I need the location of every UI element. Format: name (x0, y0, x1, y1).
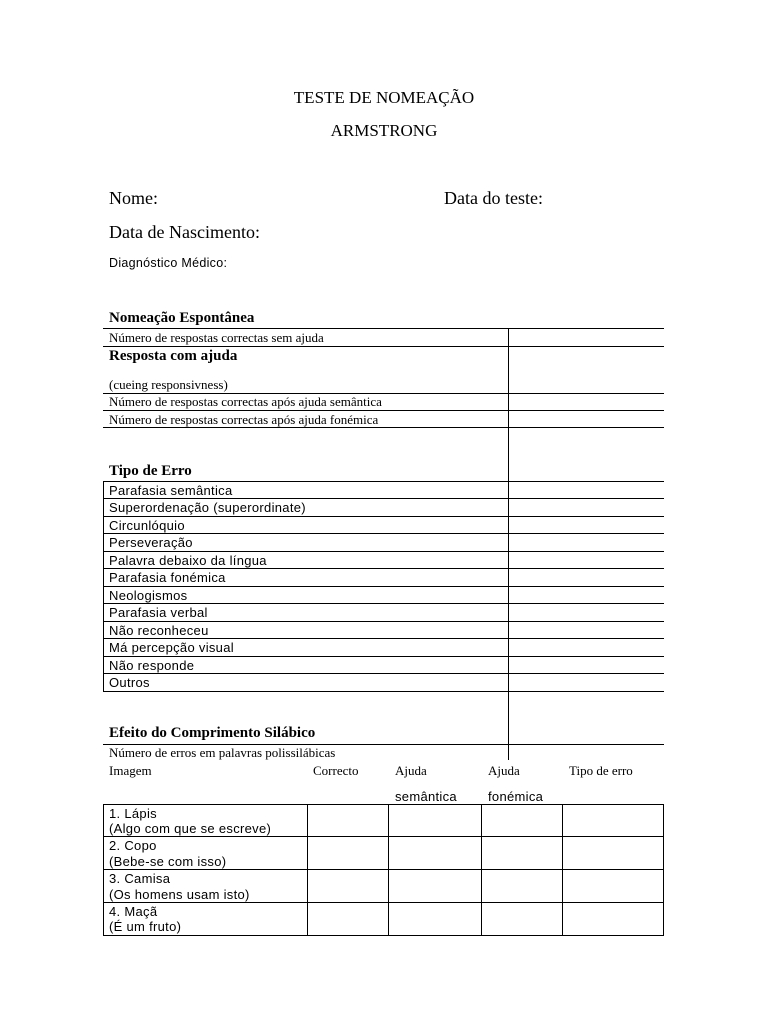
error-item: Má percepção visual (109, 640, 234, 655)
error-item: Palavra debaixo da língua (109, 553, 267, 568)
spontaneous-row-1: Número de respostas correctas sem ajuda (109, 330, 324, 345)
cued-subheading: (cueing responsivness) (109, 377, 228, 392)
col-correct: Correcto (313, 763, 359, 778)
col-image: Imagem (109, 763, 152, 778)
item-cue: (É um fruto) (109, 919, 182, 934)
error-item: Não reconheceu (109, 623, 209, 638)
col-phonemic-1: Ajuda (488, 763, 520, 778)
col-error-type: Tipo de erro (569, 763, 633, 778)
error-item: Superordenação (superordinate) (109, 500, 306, 515)
title-line-1: TESTE DE NOMEAÇÃO (293, 88, 475, 107)
cued-heading: Resposta com ajuda (109, 348, 238, 364)
item-word: 3. Camisa (109, 871, 171, 886)
item-word: 4. Maçã (109, 904, 158, 919)
spontaneous-heading: Nomeação Espontânea (109, 310, 255, 326)
error-type-heading: Tipo de Erro (109, 463, 192, 479)
error-item: Parafasia verbal (109, 605, 208, 620)
item-word: 2. Copo (109, 838, 157, 853)
error-item: Circunlóquio (109, 518, 185, 533)
col-semantic-1: Ajuda (395, 763, 427, 778)
syllabic-heading: Efeito do Comprimento Silábico (109, 725, 316, 741)
birth-date-label: Data de Nascimento: (109, 222, 260, 242)
cued-row-1: Número de respostas correctas após ajuda semântica (109, 394, 382, 409)
error-item: Neologismos (109, 588, 188, 603)
item-cue: (Bebe-se com isso) (109, 854, 227, 869)
cued-row-2: Número de respostas correctas após ajuda fonémica (109, 412, 379, 427)
col-phonemic-2: fonémica (488, 789, 544, 804)
item-cue: (Algo com que se escreve) (109, 821, 272, 836)
error-item: Parafasia fonémica (109, 570, 226, 585)
diagnosis-label: Diagnóstico Médico: (109, 256, 228, 270)
syllabic-row-1: Número de erros em palavras polissilábicas (109, 745, 336, 760)
item-cue: (Os homens usam isto) (109, 887, 250, 902)
error-item: Outros (109, 675, 150, 690)
error-item: Parafasia semântica (109, 483, 233, 498)
error-item: Não responde (109, 658, 195, 673)
test-date-label: Data do teste: (444, 188, 543, 208)
title-line-2: ARMSTRONG (330, 121, 438, 140)
item-word: 1. Lápis (109, 806, 157, 821)
error-item: Perseveração (109, 535, 193, 550)
name-label: Nome: (109, 188, 158, 208)
col-semantic-2: semântica (395, 789, 457, 804)
